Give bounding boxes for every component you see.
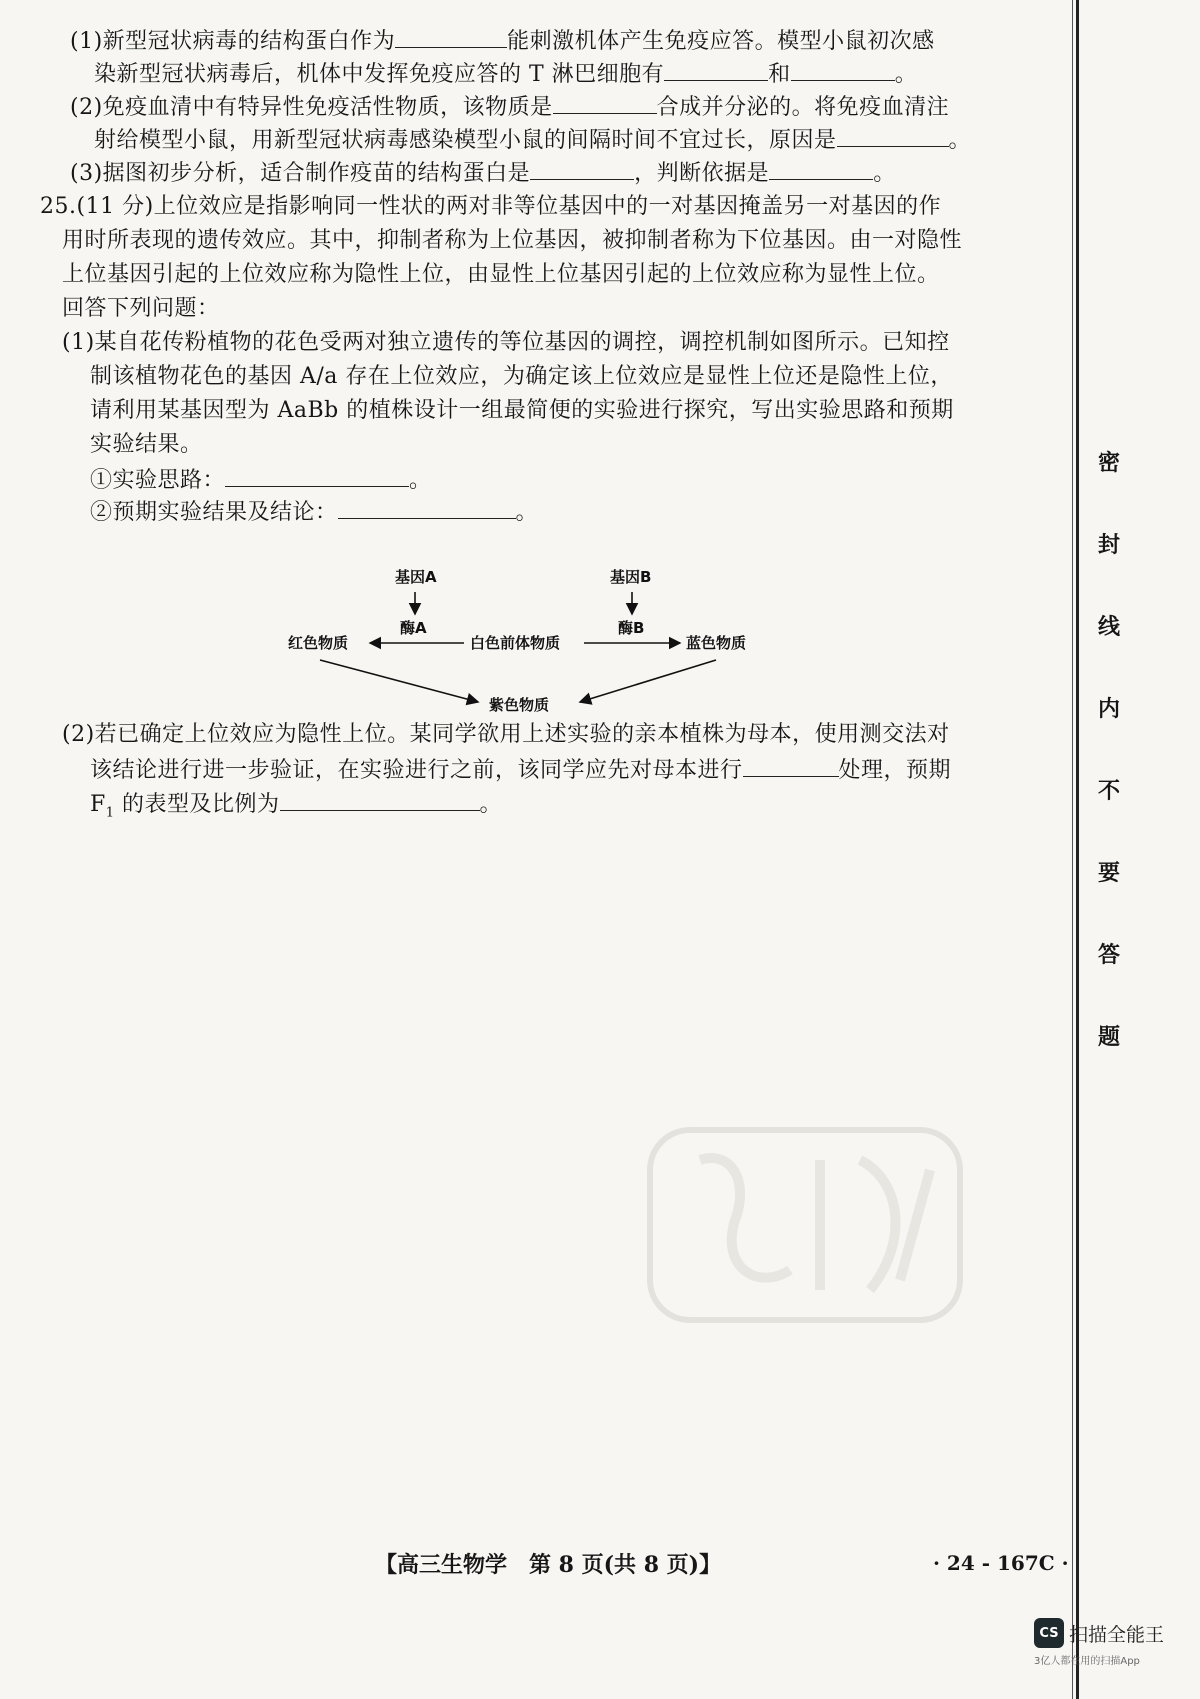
experiment-idea-end: 。 — [409, 468, 432, 493]
seal-char: 不 — [1098, 778, 1121, 804]
scanner-tagline: 3亿人都在用的扫描App — [1034, 1656, 1140, 1667]
answer-blank[interactable] — [743, 754, 839, 777]
seal-char: 封 — [1098, 532, 1121, 558]
seal-char: 答 — [1098, 942, 1121, 968]
q25-intro-4: 回答下列问题： — [62, 296, 220, 321]
expected-result-end: 。 — [515, 500, 539, 525]
q25-s1-1: (1)某自花传粉植物的花色受两对独立遗传的等位基因的调控，调控机制如图所示。已知控 — [62, 330, 950, 355]
answer-blank[interactable] — [280, 788, 480, 811]
faint-stamp — [640, 1120, 970, 1330]
q24-p1-text-d: 和 — [768, 62, 791, 87]
q24-p1-text-e: 。 — [894, 62, 918, 87]
q24-p3-text-a: (3)据图初步分析，适合制作疫苗的结构蛋白是 — [70, 161, 531, 186]
q25-number: 25. — [40, 194, 77, 219]
scanner-watermark — [1034, 1618, 1164, 1667]
blue-to-purple-arrow — [580, 660, 716, 702]
blue-substance-label: 蓝色物质 — [686, 634, 747, 652]
q25-intro-1: (11 分)上位效应是指影响同一性状的两对非等位基因中的一对基因掩盖另一对基因的作 — [76, 194, 942, 219]
seal-char: 内 — [1098, 696, 1121, 722]
red-to-purple-arrow — [320, 660, 478, 702]
q25-s2-2a: 该结论进行进一步验证，在实验进行之前，该同学应先对母本进行 — [90, 758, 743, 783]
q25-s2-3sub: 1 — [105, 805, 115, 821]
white-precursor-label: 白色前体物质 — [470, 634, 561, 652]
q25-intro-3: 上位基因引起的上位效应称为隐性上位，由显性上位基因引起的上位效应称为显性上位。 — [62, 262, 940, 287]
q25-s2-line3 — [90, 788, 502, 828]
q24-p1-text-a: (1)新型冠状病毒的结构蛋白作为 — [70, 29, 396, 54]
q25-s2-3b: 的表型及比例为 — [114, 792, 280, 817]
q25-s2-3a: F — [90, 792, 106, 817]
purple-substance-label: 紫色物质 — [489, 696, 550, 714]
logo-text: CS — [1039, 1625, 1059, 1641]
seal-char: 线 — [1098, 614, 1121, 640]
seal-char: 要 — [1098, 860, 1121, 886]
q24-p1-text-c: 染新型冠状病毒后，机体中发挥免疫应答的 T 淋巴细胞有 — [94, 62, 665, 87]
q24-p2-text-d: 。 — [948, 128, 972, 153]
camscanner-logo-icon — [1034, 1618, 1064, 1648]
q24-p2-text-b: 合成并分泌的。将免疫血清注 — [656, 95, 950, 120]
q24-p2-text-c: 射给模型小鼠，用新型冠状病毒感染模型小鼠的间隔时间不宜过长，原因是 — [94, 128, 837, 153]
page-footer-code: · 24 - 167C · — [933, 1551, 1069, 1575]
page-footer-title: 【高三生物学 第 8 页(共 8 页)】 — [375, 1552, 722, 1578]
seal-char: 题 — [1098, 1024, 1121, 1050]
q25-s2-line2 — [90, 754, 951, 786]
seal-line — [1076, 0, 1079, 1699]
seal-line-inner — [1072, 0, 1073, 1699]
gene-a-label: 基因A — [395, 568, 437, 586]
experiment-idea-label: ①实验思路： — [90, 468, 226, 493]
q25-s1-2: 制该植物花色的基因 A/a 存在上位效应，为确定该上位效应是显性上位还是隐性上位， — [90, 364, 953, 389]
enzyme-a-label: 酶A — [400, 619, 427, 637]
red-substance-label: 红色物质 — [288, 634, 349, 652]
q24-p2-text-a: (2)免疫血清中有特异性免疫活性物质，该物质是 — [70, 95, 553, 120]
q25-s1-3: 请利用某基因型为 AaBb 的植株设计一组最简便的实验进行探究，写出实验思路和预期 — [90, 398, 954, 423]
enzyme-b-label: 酶B — [618, 619, 645, 637]
q25-s2-2b: 处理，预期 — [838, 758, 952, 783]
q25-s1-4: 实验结果。 — [90, 432, 203, 457]
scanner-app-name: 扫描全能王 — [1069, 1623, 1165, 1646]
q24-p3-text-b: ，判断依据是 — [634, 161, 770, 186]
q24-p3-text-c: 。 — [873, 161, 896, 186]
q25-s2-1: (2)若已确定上位效应为隐性上位。某同学欲用上述实验的亲本植株为母本，使用测交法对 — [62, 722, 950, 747]
expected-result-label: ②预期实验结果及结论： — [90, 500, 338, 525]
q25-s2-3c: 。 — [479, 792, 503, 817]
seal-char: 密 — [1098, 450, 1121, 476]
q24-p1-text-b: 能刺激机体产生免疫应答。模型小鼠初次感 — [507, 29, 935, 54]
q25-intro-2: 用时所表现的遗传效应。其中，抑制者称为上位基因，被抑制者称为下位基因。由一对隐性 — [62, 228, 963, 253]
gene-b-label: 基因B — [610, 568, 652, 586]
q25-s2-line1 — [62, 720, 950, 750]
